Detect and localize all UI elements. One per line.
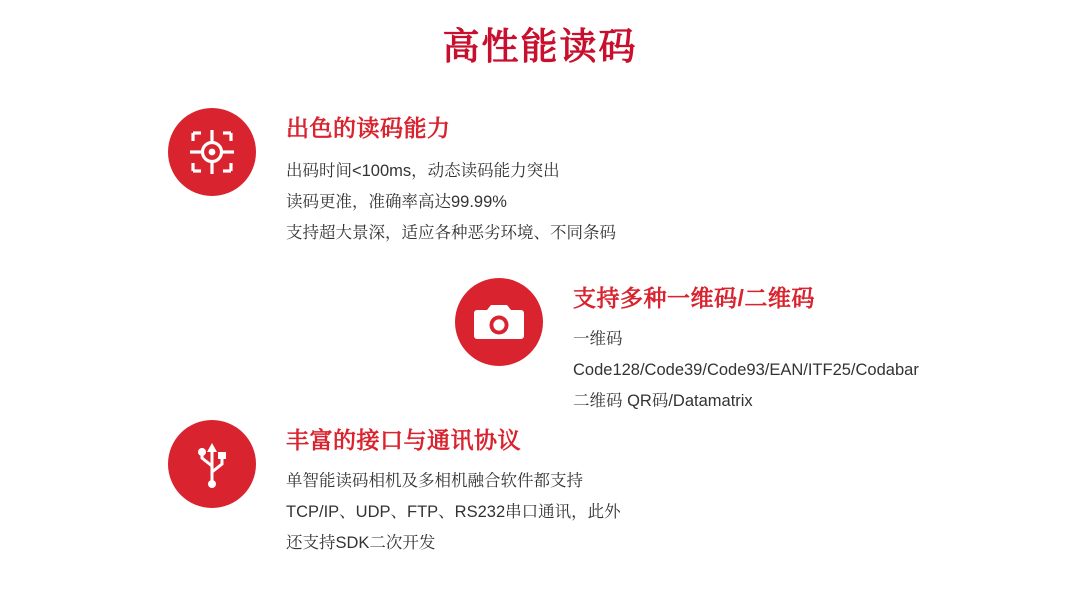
feature-item-interfaces [168,420,621,559]
feature-line: 单智能读码相机及多相机融合软件都支持 [286,472,583,490]
page-title: 高性能读码 [442,26,638,67]
feature-line: 还支持SDK二次开发 [286,534,436,552]
feature-line: 读码更准，准确率高达99.99% [286,193,507,211]
feature-body [286,108,616,249]
feature-line: 出码时间<100ms，动态读码能力突出 [286,162,560,180]
feature-line: 支持超大景深，适应各种恶劣环境、不同条码 [286,224,616,242]
feature-line: Code128/Code39/Code93/EAN/ITF25/Codabar [573,361,919,379]
scan-target-icon [168,108,256,196]
usb-icon [168,420,256,508]
feature-line: TCP/IP、UDP、FTP、RS232串口通讯，此外 [286,503,621,521]
feature-body [573,278,919,417]
feature-item-reading-ability [168,108,616,249]
feature-line: 一维码 [573,330,623,348]
feature-line: 二维码 QR码/Datamatrix [573,392,753,410]
feature-body [286,420,621,559]
feature-title: 丰富的接口与通讯协议 [286,427,521,453]
feature-title: 支持多种一维码/二维码 [573,285,815,311]
feature-title: 出色的读码能力 [286,115,451,141]
camera-icon [455,278,543,366]
feature-item-barcode-support [455,278,919,417]
